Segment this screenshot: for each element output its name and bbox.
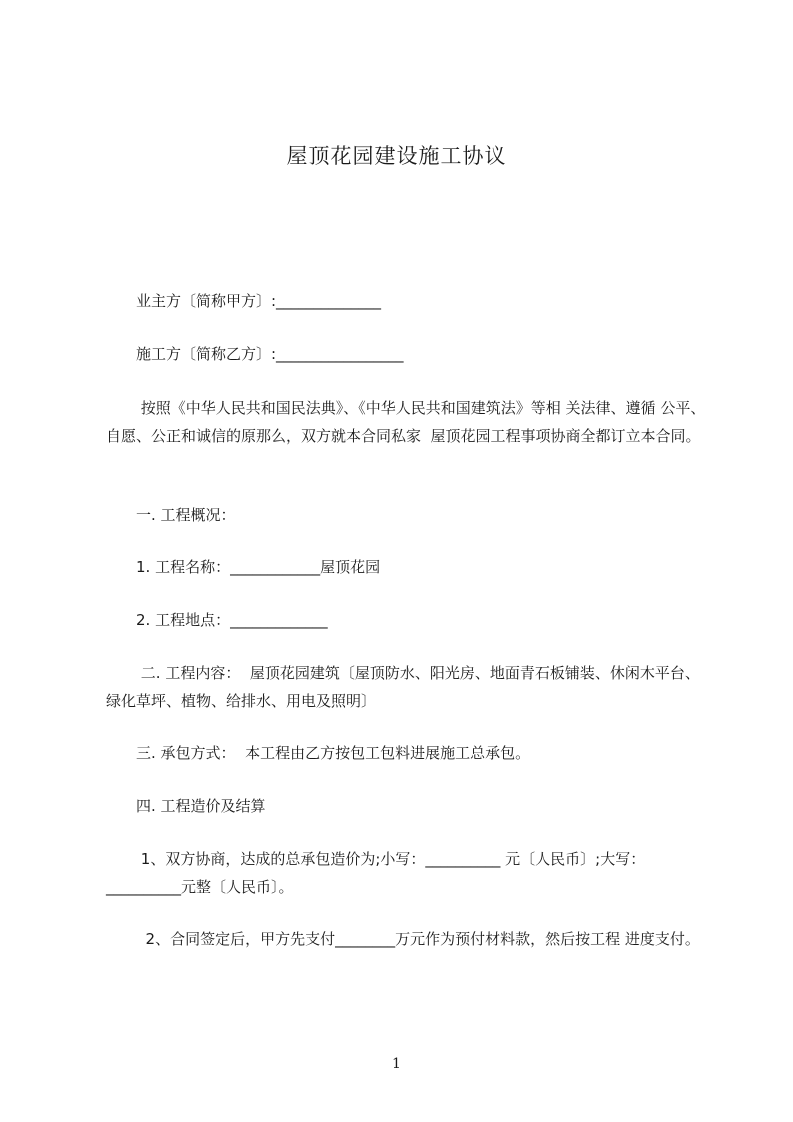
section-3-paragraph: 三. 承包方式： 本工程由乙方按包工包料进展施工总承包。 [136,744,531,762]
document-title: 屋顶花园建设施工协议 [286,144,507,168]
pricing-clause-2: 2、合同签定后，甲方先支付________万元作为预付材料款，然后按工程 进度支付。 [136,930,700,948]
section-1-heading: 一. 工程概况： [136,506,236,524]
pricing-clause-1: 1、双方协商，达成的总承包造价为;小写：__________ 元〔人民币〕;大写：__________元整〔人民币〕。 [106,850,646,896]
section-2-paragraph: 二. 工程内容： 屋顶花园建筑〔屋顶防水、阳光房、地面青石板铺装、休闲木平台、绿化草坪、植物、给排水、用电及照明〕 [106,664,700,710]
page-number: 1 [392,1056,401,1072]
party-b-line: 施工方〔简称乙方〕:_________________ [136,345,404,363]
project-name-line: 1. 工程名称：____________屋顶花园 [136,558,381,576]
intro-paragraph: 按照《中华人民共和国民法典》、《中华人民共和国建筑法》等相 关法律、遵循 公平、自愿、公正和诚信的原那么，双方就本合同私家 屋顶花园工程事项协商全都订立本合同。 [106,399,706,445]
party-a-line: 业主方〔简称甲方〕:______________ [136,292,382,310]
project-location-line: 2. 工程地点：_____________ [136,611,328,629]
section-4-heading: 四. 工程造价及结算 [136,797,266,815]
